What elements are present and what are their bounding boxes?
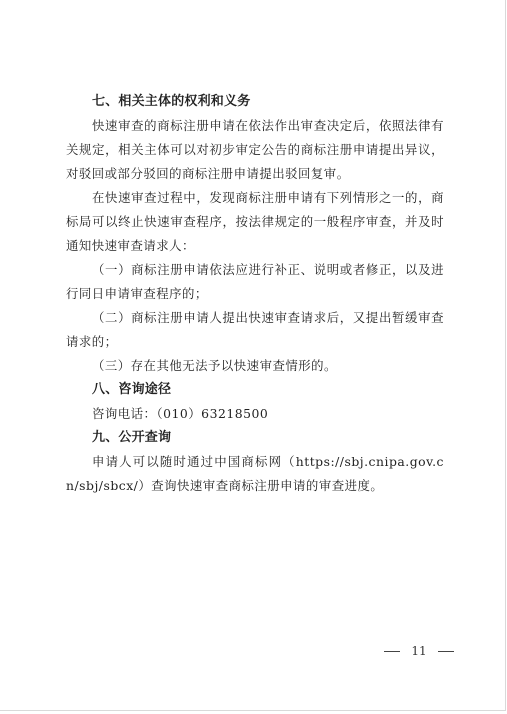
rights-paragraph-termination: 在快速审查过程中，发现商标注册申请有下列情形之一的，商标局可以终止快速审查程序，按法律规定的一般程序审查，并及时通知快速审查请求人： <box>66 190 444 253</box>
section-heading-rights: 七、相关主体的权利和义务 <box>92 94 251 109</box>
rights-list-item-2: （二）商标注册申请人提出快速审查请求后，又提出暂缓审查请求的； <box>66 310 444 349</box>
left-dash-decoration <box>384 651 400 652</box>
document-body <box>66 90 444 498</box>
section-heading-consult: 八、咨询途径 <box>92 382 172 397</box>
right-dash-decoration <box>438 651 454 652</box>
rights-list-item-3: （三）存在其他无法予以快速审查情形的。 <box>92 358 337 373</box>
public-query-paragraph: 申请人可以随时通过中国商标网（https://sbj.cnipa.gov.cn/sbj/sbcx/）查询快速审查商标注册申请的审查进度。 <box>66 454 444 493</box>
section-heading-public-query: 九、公开查询 <box>92 430 172 445</box>
rights-list-item-1: （一）商标注册申请依法应进行补正、说明或者修正，以及进行同日申请审查程序的； <box>66 262 444 301</box>
consult-phone: 咨询电话：（010）63218500 <box>92 406 269 421</box>
page-number: 11 <box>411 644 427 658</box>
page-number-footer <box>384 644 454 658</box>
rights-paragraph-review: 快速审查的商标注册申请在依法作出审查决定后，依照法律有关规定，相关主体可以对初步审定公告的商标注册申请提出异议，对驳回或部分驳回的商标注册申请提出驳回复审。 <box>66 118 444 181</box>
